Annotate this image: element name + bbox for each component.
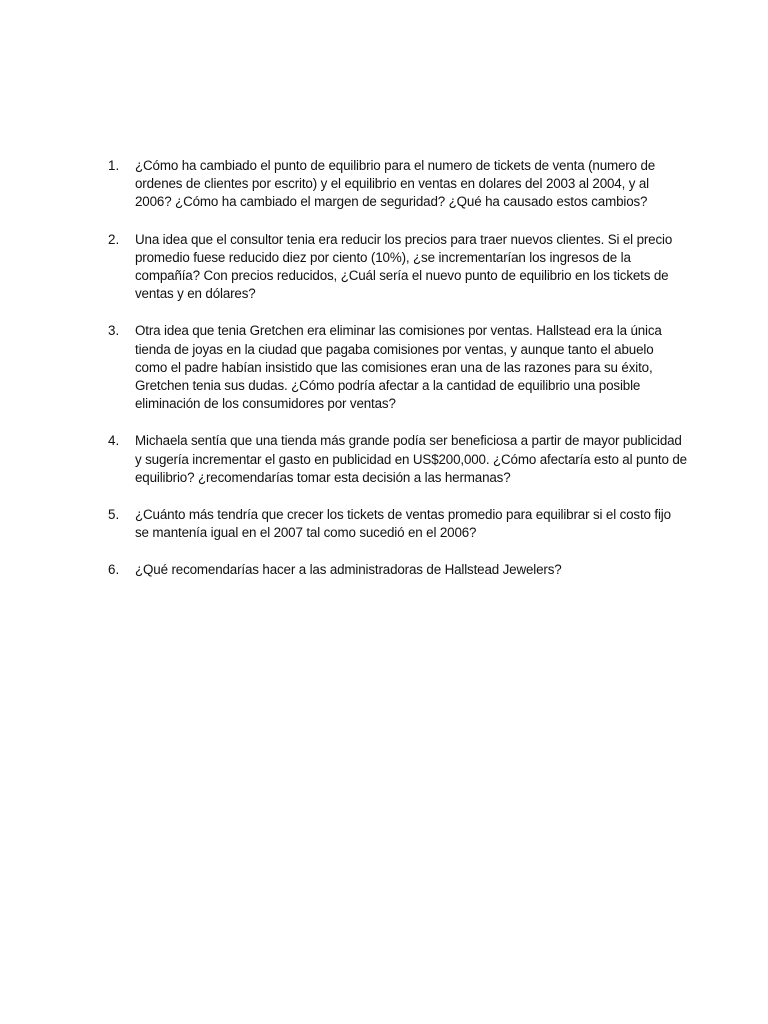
question-text: Otra idea que tenia Gretchen era eliminar las comisiones por ventas. Hallstead era la única tienda de joyas en la ciudad que pagaba comisiones por ventas, y aunque tanto el abuelo como el padre habían insistido que las comisiones eran una de las razones para su éxito, Gretchen tenia sus dudas. ¿Cómo podría afectar a la cantidad de equilibrio una posible eliminación de los consumidores por ventas? — [135, 323, 662, 412]
question-number: 5. — [108, 507, 120, 523]
question-list — [108, 157, 688, 599]
question-item — [108, 322, 688, 413]
question-number: 2. — [108, 231, 120, 247]
question-item — [108, 157, 688, 212]
question-text: ¿Cuánto más tendría que crecer los tickets de ventas promedio para equilibrar si el costo fijo se mantenía igual en el 2007 tal como sucedió en el 2006? — [135, 507, 671, 541]
question-item — [108, 231, 688, 304]
question-item — [108, 432, 688, 487]
question-number: 6. — [108, 562, 120, 578]
question-text: Michaela sentía que una tienda más grande podía ser beneficiosa a partir de mayor publicidad y sugería incrementar el gasto en publicidad en US$200,000. ¿Cómo afectaría esto al punto de equilibrio? ¿recomendarías tomar esta decisión a las hermanas? — [135, 433, 687, 485]
question-number: 3. — [108, 323, 120, 339]
question-number: 1. — [108, 158, 120, 173]
question-text: ¿Cómo ha cambiado el punto de equilibrio para el numero de tickets de venta (numero de ordenes de clientes por escrito) y el equilibrio en ventas en dolares del 2003 al 2004, y al 2006? ¿Cómo ha cambiado el margen de seguridad? ¿Qué ha causado estos cambios? — [135, 158, 656, 210]
question-text: ¿Qué recomendarías hacer a las administradoras de Hallstead Jewelers? — [135, 562, 562, 578]
question-item — [108, 561, 688, 579]
question-item — [108, 506, 688, 542]
question-text: Una idea que el consultor tenia era reducir los precios para traer nuevos clientes. Si el precio promedio fuese reducido diez por ciento (10%), ¿se incrementarían los ingresos de la compañía? Con precios reducidos, ¿Cuál sería el nuevo punto de equilibrio en los tickets de ventas y en dólares? — [135, 231, 673, 302]
question-number: 4. — [108, 433, 120, 449]
